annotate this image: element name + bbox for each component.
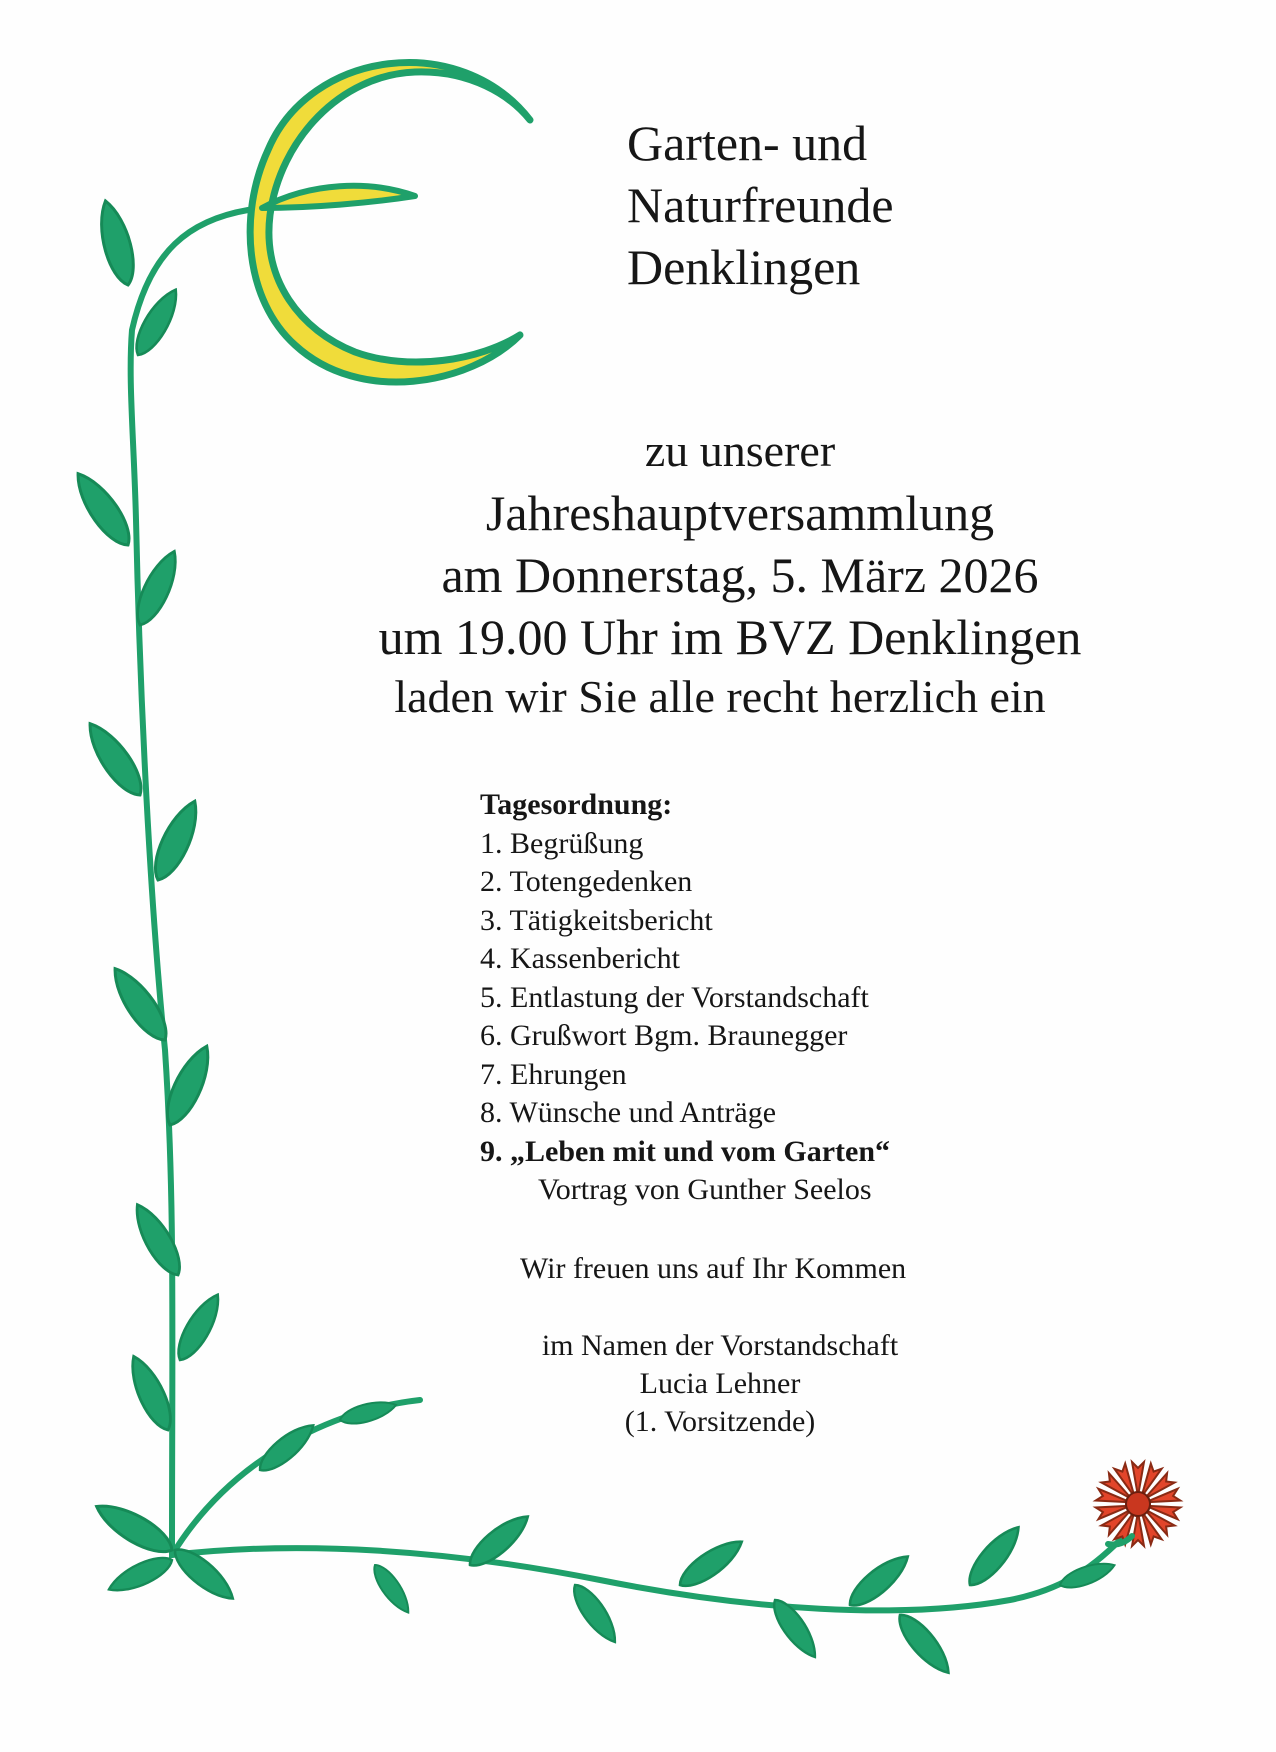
signature-block: [520, 1327, 920, 1441]
crescent-moon-icon: [250, 63, 530, 382]
leaf-icon: [891, 1608, 957, 1680]
leaf-icon: [90, 1495, 178, 1561]
agenda-item-subtitle: Vortrag von Gunther Seelos: [538, 1173, 872, 1206]
agenda-item: 3. Tätigkeitsbericht: [480, 903, 713, 937]
agenda-item: 7. Ehrungen: [480, 1057, 627, 1091]
agenda-item-featured: 9. „Leben mit und vom Garten“: [480, 1134, 891, 1168]
club-name-line-1: Garten- und: [627, 115, 868, 171]
leaf-icon: [253, 1417, 320, 1478]
signature-name: Lucia Lehner: [639, 1367, 801, 1400]
club-name-line-2: Naturfreunde: [627, 177, 894, 233]
agenda-item: 8. Wünsche und Anträge: [480, 1096, 777, 1129]
agenda-list: [480, 825, 890, 1210]
agenda-item: 4. Kassenbericht: [480, 942, 680, 975]
invitation-line-1: zu unserer: [644, 425, 836, 476]
club-name-line-3: Denklingen: [627, 239, 861, 295]
leaf-icon: [961, 1520, 1027, 1592]
agenda-item: 2. Totengedenken: [480, 865, 693, 898]
leaf-icon: [105, 1551, 177, 1599]
invitation-event-title: Jahreshauptversammlung: [485, 485, 995, 541]
invitation-welcome: laden wir Sie alle recht herzlich ein: [394, 671, 1046, 722]
leaf-icon: [674, 1533, 749, 1595]
agenda-title: Tagesordnung:: [480, 788, 673, 821]
club-name: [627, 112, 894, 298]
agenda-item: 1. Begrüßung: [480, 826, 644, 860]
invitation-time-location: um 19.00 Uhr im BVZ Denklingen: [378, 609, 1082, 665]
leaf-icon: [1057, 1557, 1117, 1593]
leaf-icon: [79, 716, 150, 802]
agenda: [480, 786, 890, 1210]
invitation-date: am Donnerstag, 5. März 2026: [441, 547, 1039, 603]
agenda-item: 6. Grußwort Bgm. Braunegger: [480, 1019, 848, 1052]
agenda-item: 5. Entlastung der Vorstandschaft: [480, 980, 869, 1014]
leaf-icon: [146, 796, 206, 886]
leaf-icon: [67, 466, 138, 552]
leaf-icon: [567, 1579, 624, 1648]
closing-greeting: Wir freuen uns auf Ihr Kommen: [520, 1252, 907, 1285]
signature-role: (1. Vorsitzende): [624, 1405, 816, 1438]
leaf-icon: [127, 1199, 189, 1281]
leaf-icon: [93, 198, 141, 289]
flower-icon: [1096, 1462, 1181, 1546]
leaf-icon: [368, 1560, 415, 1617]
leaf-icon: [170, 1289, 227, 1366]
leaf-icon: [843, 1548, 915, 1614]
leaf-icon: [338, 1397, 398, 1429]
signature-on-behalf: im Namen der Vorstandschaft: [541, 1329, 899, 1362]
leaf-icon: [104, 961, 175, 1047]
